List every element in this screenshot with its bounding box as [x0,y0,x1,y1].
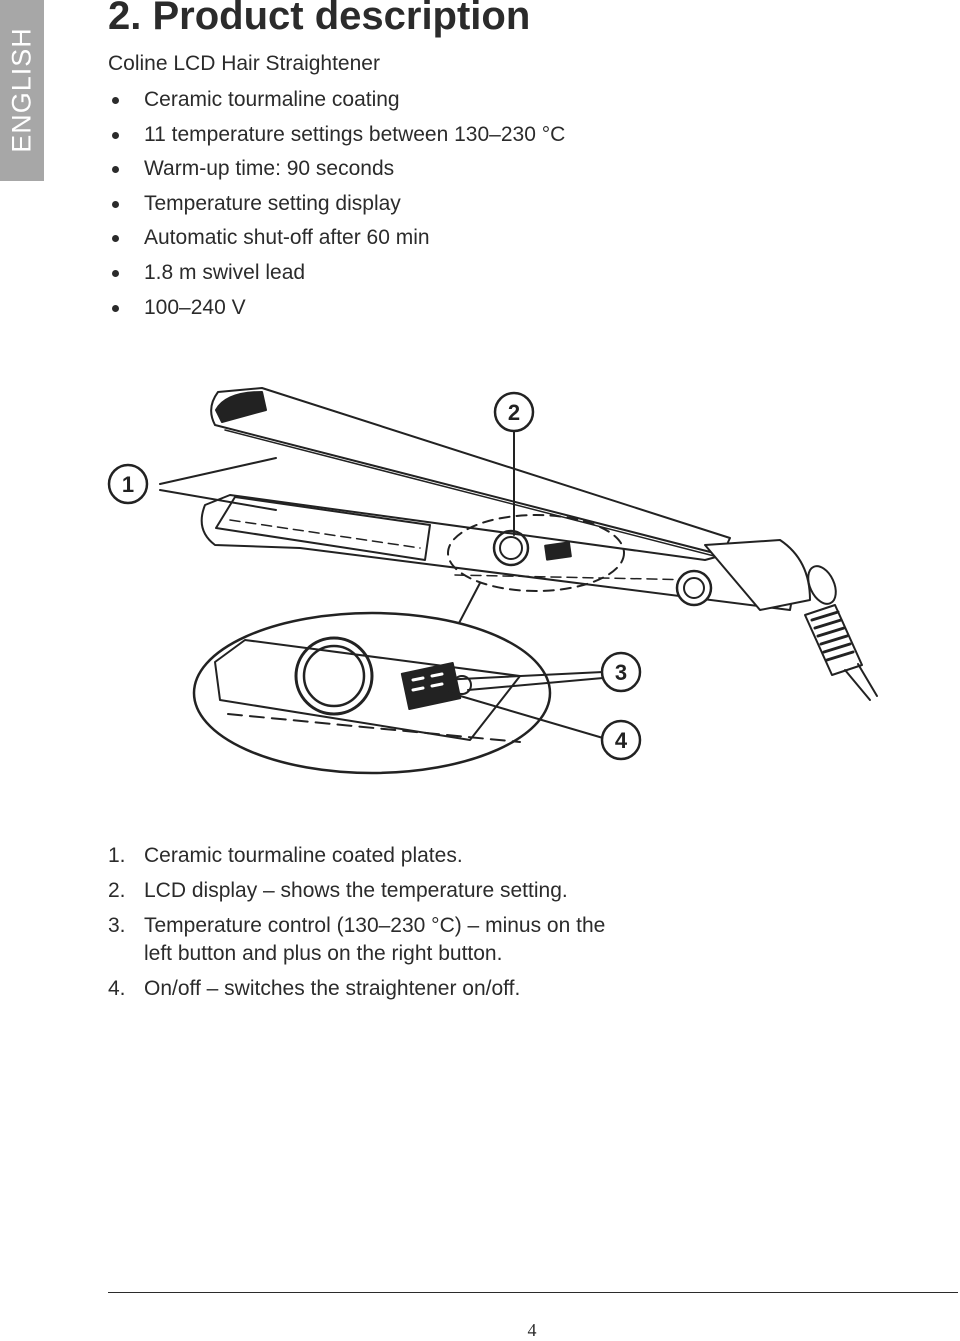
bullet-icon [112,132,119,139]
page-number: 4 [527,1320,537,1340]
bullet-icon [112,305,119,312]
feature-item: 1.8 m swivel lead [108,258,565,293]
bullet-icon [112,97,119,104]
feature-list [108,85,565,327]
language-side-tab [0,0,44,181]
callout-3: 3 [614,660,628,685]
footer-divider [108,1292,958,1293]
bullet-icon [112,201,119,208]
section-heading: 2. Product description [108,0,531,38]
language-label: ENGLISH [6,27,37,153]
feature-item: Temperature setting display [108,189,565,224]
callout-4: 4 [614,728,628,753]
bullet-icon [112,235,119,242]
parts-list [108,842,628,1010]
parts-item: 1. Ceramic tourmaline coated plates. [108,844,463,867]
parts-item: 2. LCD display – shows the temperature setting. [108,879,568,902]
callout-1: 1 [121,472,135,497]
swivel-ring [677,571,711,605]
feature-item: 11 temperature settings between 130–230 °C [108,120,565,155]
bullet-icon [112,270,119,277]
product-name: Coline LCD Hair Straightener [108,52,380,75]
lcd-display-icon [545,542,571,559]
feature-item: Ceramic tourmaline coating [108,85,565,120]
feature-item: Warm-up time: 90 seconds [108,154,565,189]
straightener-illustration [0,370,960,820]
feature-item: Automatic shut-off after 60 min [108,223,565,258]
callout-2: 2 [507,400,521,425]
feature-item: 100–240 V [108,293,565,328]
parts-item: 4. On/off – switches the straightener on/off. [108,977,521,1000]
bullet-icon [112,166,119,173]
parts-item: 3. Temperature control (130–230 °C) – minus on the left button and plus on the right button. [108,914,606,965]
